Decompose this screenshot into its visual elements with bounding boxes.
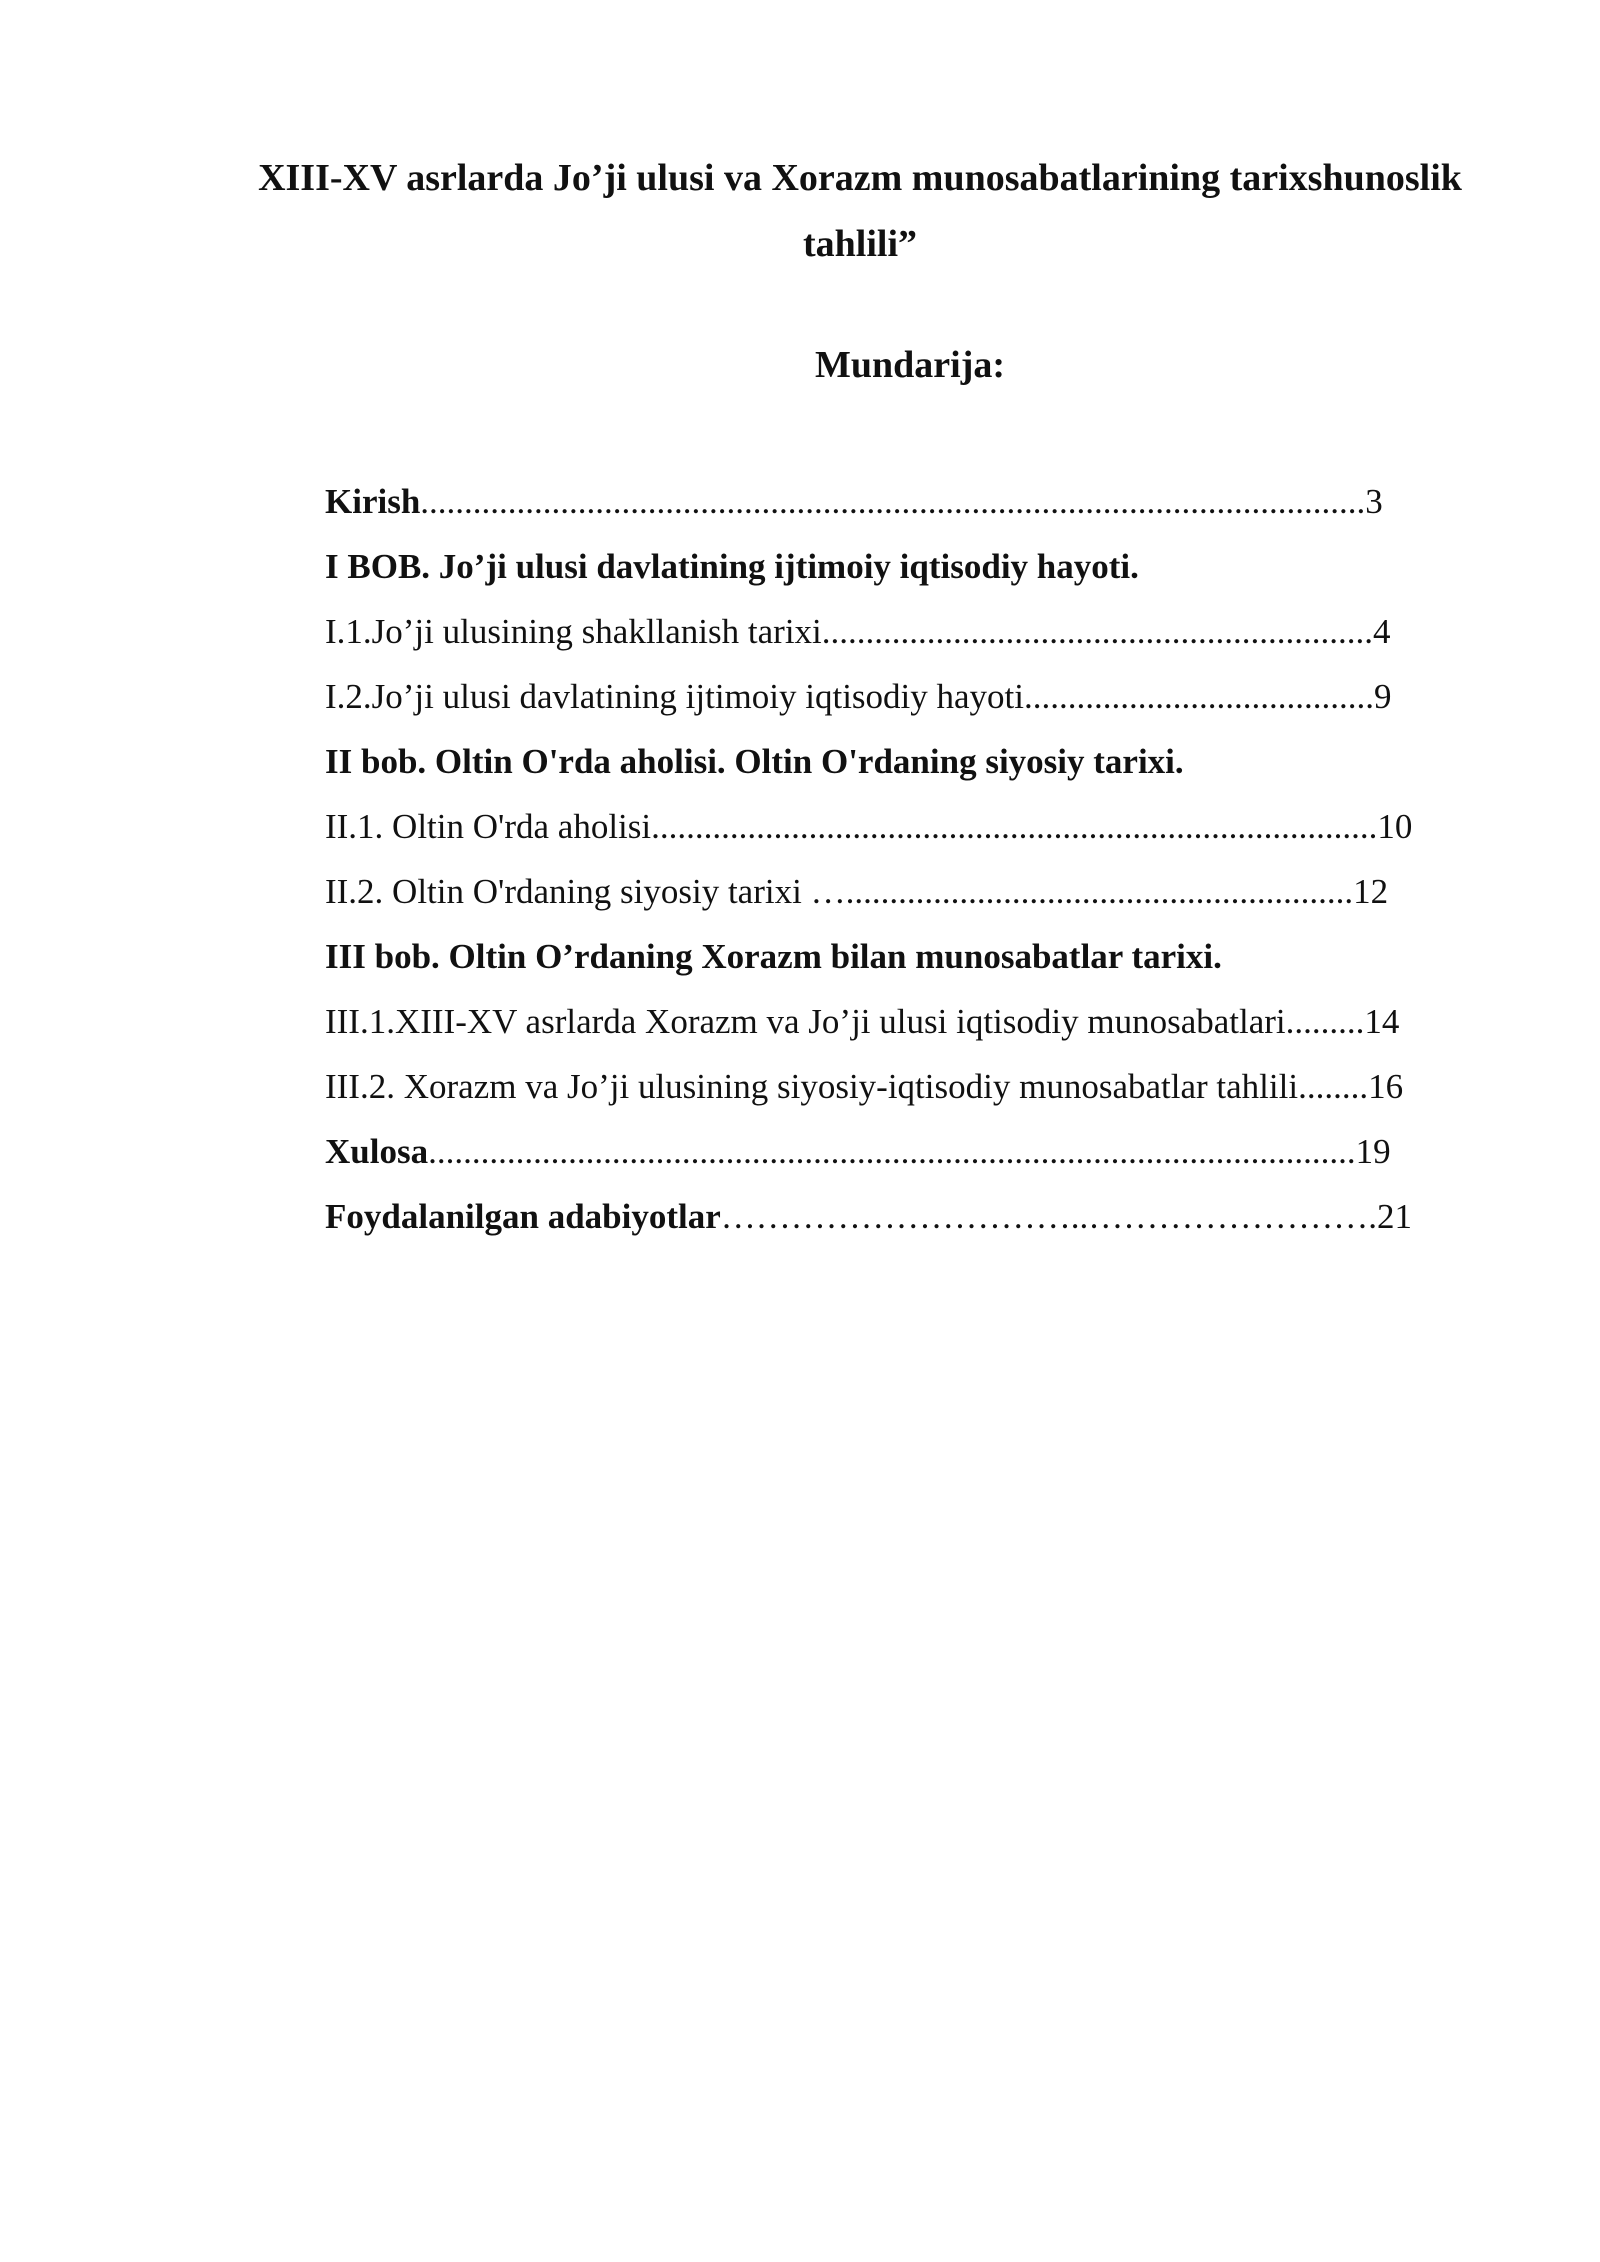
toc-entry-leader: .......................................................................................................... [428,1132,1356,1171]
toc-entry-page-number: 14 [1364,1002,1400,1041]
toc-entry [325,537,1490,602]
toc-entry-title: III.1.XIII-XV asrlarda Xorazm va Jo’ji ulusi iqtisodiy munosabatlari [325,1002,1286,1041]
toc-entry-page-number: 4 [1373,612,1391,651]
toc-entry-page-number: 16 [1368,1067,1404,1106]
toc-entry-title: II.2. Oltin O'rdaning siyosiy tarixi [325,872,811,911]
toc-entry-title: III bob. Oltin O’rdaning Xorazm bilan munosabatlar tarixi. [325,937,1222,976]
toc-entry-page-number: 12 [1353,872,1389,911]
toc-entry-title: Foydalanilgan adabiyotlar [325,1197,721,1236]
toc-entry-page-number: 19 [1355,1132,1391,1171]
toc-entry-leader: …………………………..……………………. [720,1197,1378,1236]
toc-entry [325,602,1490,667]
toc-entry-title: Kirish [325,482,421,521]
toc-entry-leader: ….......................................................... [810,872,1354,911]
toc-entry-title: I.1.Jo’ji ulusining shakllanish tarixi [325,612,822,651]
toc-entry-page-number: 21 [1377,1197,1413,1236]
toc-entry [325,862,1490,927]
toc-entry-page-number: 3 [1365,482,1383,521]
table-of-contents [325,472,1490,1252]
toc-entry [325,472,1490,537]
toc-entry-leader: ............................................................................................................ [420,482,1366,521]
toc-entry-title: I.2.Jo’ji ulusi davlatining ijtimoiy iqtisodiy hayoti [325,677,1025,716]
toc-entry-leader: ......... [1285,1002,1365,1041]
toc-entry [325,927,1490,992]
toc-entry-leader: ........................................ [1024,677,1375,716]
toc-entry-leader: ........ [1298,1067,1369,1106]
toc-entry [325,1057,1490,1122]
toc-entry [325,1122,1490,1187]
toc-entry [325,732,1490,797]
document-title-line-1: XIII-XV asrlarda Jo’ji ulusi va Xorazm munosabatlarining tarixshunoslik [258,157,1462,199]
toc-entry [325,667,1490,732]
toc-entry-title: II.1. Oltin O'rda aholisi [325,807,652,846]
toc-entry-title: II bob. Oltin O'rda aholisi. Oltin O'rdaning siyosiy tarixi. [325,742,1184,781]
toc-entry [325,797,1490,862]
toc-entry-leader: ................................................................................... [651,807,1378,846]
toc-entry-page-number: 9 [1374,677,1392,716]
toc-heading: Mundarija: [815,344,1005,386]
toc-entry [325,1187,1490,1252]
toc-entry-title: Xulosa [325,1132,429,1171]
toc-entry-title: III.2. Xorazm va Jo’ji ulusining siyosiy-iqtisodiy munosabatlar tahlili [325,1067,1299,1106]
document-title-line-2: tahlili” [802,223,918,265]
toc-entry-leader: ............................................................... [821,612,1374,651]
toc-entry [325,992,1490,1057]
document-title [250,145,1470,277]
toc-entry-title: I BOB. Jo’ji ulusi davlatining ijtimoiy iqtisodiy hayoti. [325,547,1139,586]
toc-entry-page-number: 10 [1377,807,1413,846]
